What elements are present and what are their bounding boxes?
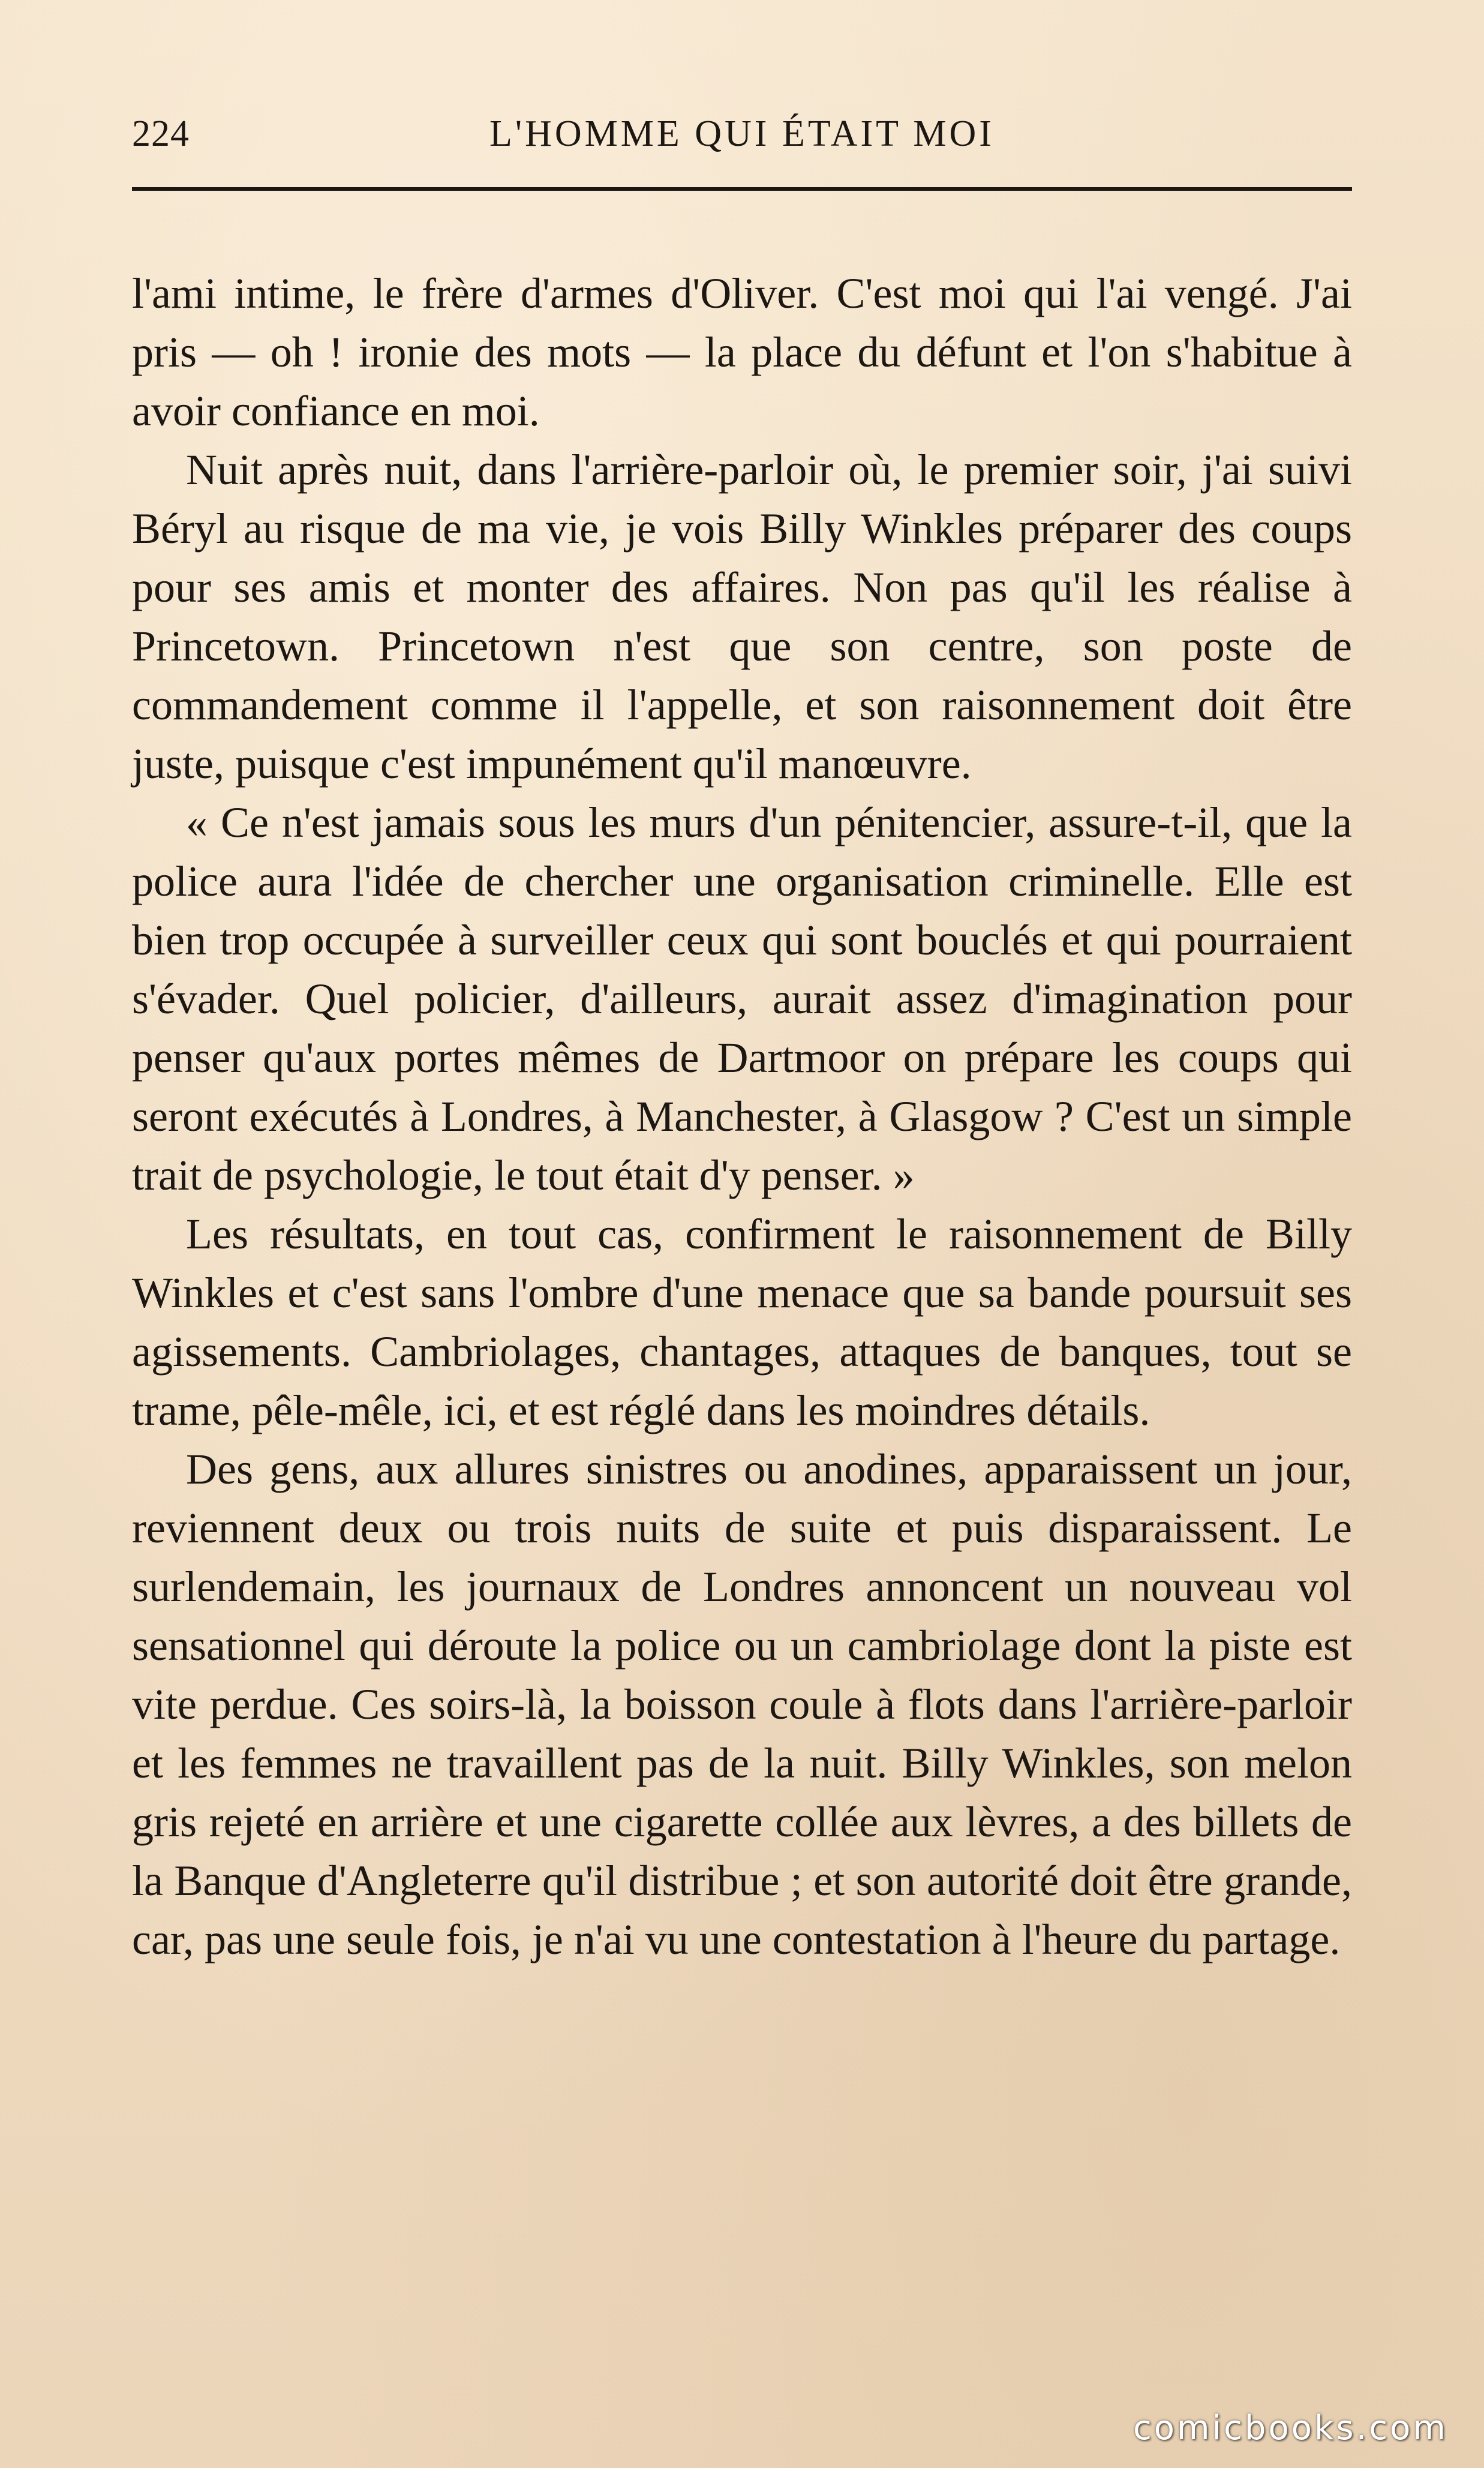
paragraph-1: l'ami intime, le frère d'armes d'Oliver. C'est moi qui l'ai vengé. J'ai pris — oh ! ironie des mots — la place du défunt et l'on s'habitue à avoir confiance en moi. bbox=[132, 269, 1352, 435]
running-title: L'HOMME QUI ÉTAIT MOI bbox=[489, 113, 995, 154]
paragraph-3: « Ce n'est jamais sous les murs d'un pénitencier, assure-t-il, que la police aura l'idée de chercher une organisation criminelle. Elle est bien trop occupée à surveiller ceux qui sont bouclés et qui pourraient s'évader. Quel policier, d'ailleurs, aurait assez d'imagination pour penser qu'aux portes mêmes de Dartmoor on prépare les coups qui seront exécutés à Londres, à Manchester, à Glasgow ? C'est un simple trait de psychologie, le tout était d'y penser. » bbox=[132, 798, 1352, 1199]
page-header bbox=[132, 101, 1352, 173]
paragraph-4: Les résultats, en tout cas, confirment le raisonnement de Billy Winkles et c'est sans l'ombre d'une menace que sa bande poursuit ses agissements. Cambriolages, chantages, attaques de banques, tout se trame, pêle-mêle, ici, et est réglé dans les moindres détails. bbox=[132, 1210, 1352, 1434]
paragraph-5: Des gens, aux allures sinistres ou anodines, apparaissent un jour, reviennent deux ou trois nuits de suite et puis disparaissent. Le surlendemain, les journaux de Londres annoncent un nouveau vol sensationnel qui déroute la police ou un cambriolage dont la piste est vite perdue. Ces soirs-là, la boisson coule à flots dans l'arrière-parloir et les femmes ne travaillent pas de la nuit. Billy Winkles, son melon gris rejeté en arrière et une cigarette collée aux lèvres, a des billets de la Banque d'Angleterre qu'il distribue ; et son autorité doit être grande, car, pas une seule fois, je n'ai vu une contestation à l'heure du partage. bbox=[132, 1445, 1352, 1963]
body-text bbox=[132, 264, 1352, 1969]
paragraph-2: Nuit après nuit, dans l'arrière-parloir où, le premier soir, j'ai suivi Béryl au risque de ma vie, je vois Billy Winkles préparer des coups pour ses amis et monter des affaires. Non pas qu'il les réalise à Princetown. Princetown n'est que son centre, son poste de commandement comme il l'appelle, et son raisonnement doit être juste, puisque c'est impunément qu'il manœuvre. bbox=[132, 446, 1352, 788]
page-number: 224 bbox=[132, 113, 190, 154]
header-rule bbox=[132, 187, 1352, 191]
watermark: comicbooks.com bbox=[1132, 2409, 1448, 2448]
